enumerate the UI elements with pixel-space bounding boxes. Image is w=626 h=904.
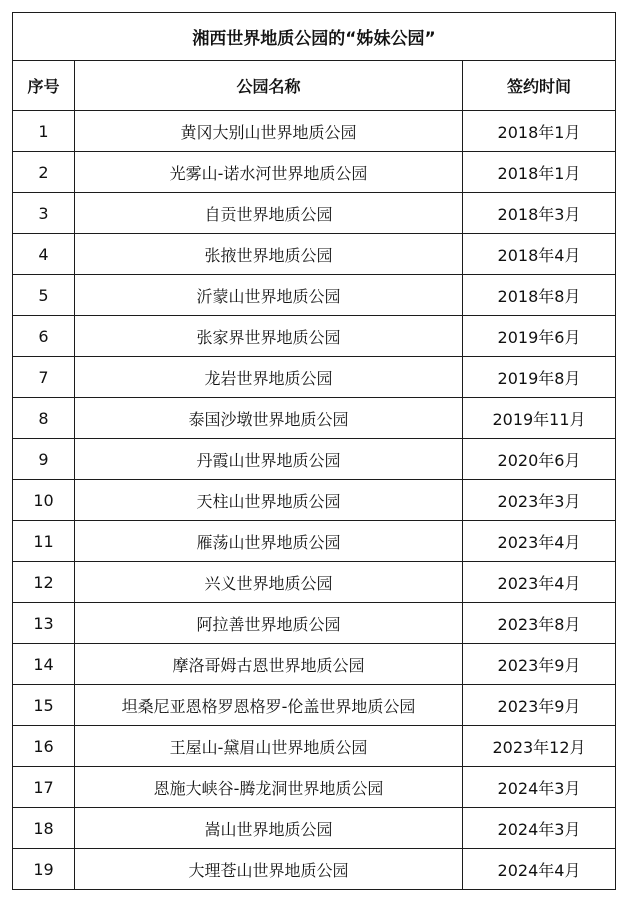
table-row xyxy=(13,398,616,439)
cell-park-name: 摩洛哥姆古恩世界地质公园 xyxy=(75,644,463,685)
cell-number: 1 xyxy=(13,111,75,152)
cell-park-name: 自贡世界地质公园 xyxy=(75,193,463,234)
cell-park-name: 王屋山-黛眉山世界地质公园 xyxy=(75,726,463,767)
table-title-row xyxy=(13,13,616,61)
cell-number: 6 xyxy=(13,316,75,357)
cell-park-name: 沂蒙山世界地质公园 xyxy=(75,275,463,316)
table-row xyxy=(13,521,616,562)
table-header-row xyxy=(13,61,616,111)
table-row xyxy=(13,275,616,316)
cell-park-name: 天柱山世界地质公园 xyxy=(75,480,463,521)
cell-park-name: 张家界世界地质公园 xyxy=(75,316,463,357)
table-row xyxy=(13,357,616,398)
cell-park-name: 坦桑尼亚恩格罗恩格罗-伦盖世界地质公园 xyxy=(75,685,463,726)
table-row xyxy=(13,316,616,357)
cell-signing-date: 2018年1月 xyxy=(463,152,616,193)
cell-signing-date: 2023年3月 xyxy=(463,480,616,521)
cell-park-name: 嵩山世界地质公园 xyxy=(75,808,463,849)
cell-number: 18 xyxy=(13,808,75,849)
cell-number: 9 xyxy=(13,439,75,480)
cell-signing-date: 2023年9月 xyxy=(463,685,616,726)
cell-number: 4 xyxy=(13,234,75,275)
cell-number: 3 xyxy=(13,193,75,234)
column-header-number: 序号 xyxy=(13,61,75,111)
cell-signing-date: 2024年3月 xyxy=(463,767,616,808)
cell-number: 16 xyxy=(13,726,75,767)
table-row xyxy=(13,562,616,603)
cell-park-name: 光雾山-诺水河世界地质公园 xyxy=(75,152,463,193)
cell-signing-date: 2023年8月 xyxy=(463,603,616,644)
cell-signing-date: 2024年3月 xyxy=(463,808,616,849)
cell-park-name: 兴义世界地质公园 xyxy=(75,562,463,603)
cell-number: 19 xyxy=(13,849,75,890)
table-row xyxy=(13,603,616,644)
sister-parks-table xyxy=(12,12,616,890)
cell-signing-date: 2018年3月 xyxy=(463,193,616,234)
cell-signing-date: 2019年8月 xyxy=(463,357,616,398)
cell-number: 5 xyxy=(13,275,75,316)
cell-park-name: 龙岩世界地质公园 xyxy=(75,357,463,398)
cell-signing-date: 2023年12月 xyxy=(463,726,616,767)
cell-number: 12 xyxy=(13,562,75,603)
table-row xyxy=(13,767,616,808)
cell-signing-date: 2023年4月 xyxy=(463,521,616,562)
table-row xyxy=(13,685,616,726)
cell-signing-date: 2018年1月 xyxy=(463,111,616,152)
cell-park-name: 大理苍山世界地质公园 xyxy=(75,849,463,890)
cell-signing-date: 2020年6月 xyxy=(463,439,616,480)
table-row xyxy=(13,234,616,275)
cell-number: 7 xyxy=(13,357,75,398)
cell-number: 11 xyxy=(13,521,75,562)
cell-number: 13 xyxy=(13,603,75,644)
cell-park-name: 张掖世界地质公园 xyxy=(75,234,463,275)
cell-signing-date: 2019年6月 xyxy=(463,316,616,357)
table-title: 湘西世界地质公园的“姊妹公园” xyxy=(13,13,616,61)
cell-number: 8 xyxy=(13,398,75,439)
table-row xyxy=(13,480,616,521)
cell-signing-date: 2018年8月 xyxy=(463,275,616,316)
cell-park-name: 丹霞山世界地质公园 xyxy=(75,439,463,480)
table-row xyxy=(13,193,616,234)
cell-signing-date: 2023年9月 xyxy=(463,644,616,685)
cell-park-name: 雁荡山世界地质公园 xyxy=(75,521,463,562)
table-row xyxy=(13,152,616,193)
table-row xyxy=(13,111,616,152)
table-row xyxy=(13,849,616,890)
column-header-signing-date: 签约时间 xyxy=(463,61,616,111)
cell-park-name: 黄冈大别山世界地质公园 xyxy=(75,111,463,152)
cell-park-name: 恩施大峡谷-腾龙洞世界地质公园 xyxy=(75,767,463,808)
cell-park-name: 泰国沙墩世界地质公园 xyxy=(75,398,463,439)
cell-number: 17 xyxy=(13,767,75,808)
cell-signing-date: 2019年11月 xyxy=(463,398,616,439)
cell-number: 2 xyxy=(13,152,75,193)
table-row xyxy=(13,439,616,480)
table-body xyxy=(13,111,616,890)
table-row xyxy=(13,808,616,849)
cell-signing-date: 2023年4月 xyxy=(463,562,616,603)
cell-number: 10 xyxy=(13,480,75,521)
table-row xyxy=(13,644,616,685)
cell-signing-date: 2024年4月 xyxy=(463,849,616,890)
cell-park-name: 阿拉善世界地质公园 xyxy=(75,603,463,644)
cell-number: 14 xyxy=(13,644,75,685)
column-header-park-name: 公园名称 xyxy=(75,61,463,111)
table-row xyxy=(13,726,616,767)
cell-number: 15 xyxy=(13,685,75,726)
cell-signing-date: 2018年4月 xyxy=(463,234,616,275)
